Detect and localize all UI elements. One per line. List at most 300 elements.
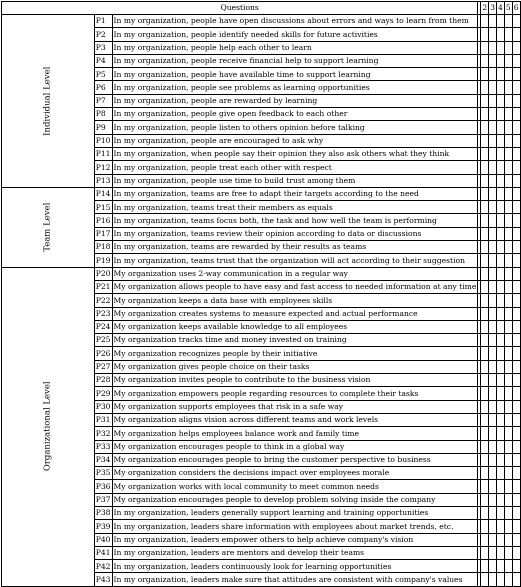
rating-cell[interactable]: [512, 241, 520, 254]
rating-cell[interactable]: [504, 147, 512, 160]
question-code: P38: [94, 506, 112, 519]
rating-cell[interactable]: [489, 374, 497, 387]
rating-cell[interactable]: [497, 121, 505, 134]
rating-cell[interactable]: [489, 520, 497, 533]
rating-cell[interactable]: [504, 28, 512, 41]
rating-cell[interactable]: [489, 254, 497, 267]
question-text: In my organization, leaders empower others to help achieve company's vision: [112, 533, 478, 546]
rating-cell[interactable]: [512, 347, 520, 360]
rating-cell[interactable]: [481, 400, 489, 413]
rating-cell[interactable]: [504, 374, 512, 387]
rating-cell[interactable]: [489, 28, 497, 41]
rating-cell[interactable]: [489, 280, 497, 293]
rating-cell[interactable]: [497, 161, 505, 174]
rating-cell[interactable]: [489, 214, 497, 227]
rating-cell[interactable]: [481, 320, 489, 333]
rating-cell[interactable]: [512, 280, 520, 293]
rating-cell[interactable]: [481, 334, 489, 347]
rating-cell[interactable]: [481, 280, 489, 293]
rating-cell[interactable]: [512, 15, 520, 28]
rating-cell[interactable]: [497, 41, 505, 54]
rating-cell[interactable]: [497, 533, 505, 546]
question-text: My organization keeps available knowledge to all employees: [112, 320, 478, 333]
question-text: In my organization, people identify needed skills for future activities: [112, 28, 478, 41]
rating-cell[interactable]: [489, 400, 497, 413]
question-code: P13: [94, 174, 112, 187]
rating-cell[interactable]: [481, 413, 489, 426]
rating-cell[interactable]: [512, 161, 520, 174]
question-code: P17: [94, 227, 112, 240]
rating-cell[interactable]: [504, 161, 512, 174]
rating-cell[interactable]: [504, 307, 512, 320]
rating-cell[interactable]: [504, 533, 512, 546]
rating-cell[interactable]: [497, 241, 505, 254]
rating-cell[interactable]: [481, 467, 489, 480]
question-code: P35: [94, 467, 112, 480]
rating-cell[interactable]: [481, 267, 489, 280]
question-code: P11: [94, 147, 112, 160]
rating-cell[interactable]: [497, 453, 505, 466]
rating-cell[interactable]: [497, 214, 505, 227]
question-text: In my organization, people see problems as learning opportunities: [112, 81, 478, 94]
rating-cell[interactable]: [497, 334, 505, 347]
level-label: [2, 267, 95, 586]
question-code: P9: [94, 121, 112, 134]
rating-cell[interactable]: [481, 241, 489, 254]
rating-cell[interactable]: [504, 81, 512, 94]
question-code: P36: [94, 480, 112, 493]
rating-cell[interactable]: [497, 520, 505, 533]
rating-cell[interactable]: [512, 320, 520, 333]
rating-cell[interactable]: [481, 560, 489, 573]
rating-cell[interactable]: [504, 520, 512, 533]
rating-cell[interactable]: [481, 41, 489, 54]
question-text: My organization tracks time and money invested on training: [112, 334, 478, 347]
rating-cell[interactable]: [497, 54, 505, 67]
question-text: In my organization, people have available time to support learning: [112, 68, 478, 81]
rating-cell[interactable]: [481, 493, 489, 506]
rating-cell[interactable]: [481, 294, 489, 307]
level-label-text: Team Level: [42, 202, 53, 252]
rating-cell[interactable]: [481, 533, 489, 546]
question-code: P40: [94, 533, 112, 546]
rating-cell[interactable]: [512, 480, 520, 493]
question-text: My organization encourages people to develop problem solving inside the company: [112, 493, 478, 506]
rating-cell[interactable]: [481, 81, 489, 94]
table-row: [2, 187, 521, 200]
question-text: In my organization, people give open feedback to each other: [112, 108, 478, 121]
rating-cell[interactable]: [489, 533, 497, 546]
question-text: My organization uses 2-way communication in a regular way: [112, 267, 478, 280]
rating-cell[interactable]: [504, 121, 512, 134]
rating-cell[interactable]: [497, 81, 505, 94]
rating-cell[interactable]: [512, 121, 520, 134]
rating-cell[interactable]: [481, 174, 489, 187]
question-code: P6: [94, 81, 112, 94]
question-code: P5: [94, 68, 112, 81]
rating-cell[interactable]: [504, 108, 512, 121]
rating-cell[interactable]: [497, 94, 505, 107]
rating-cell[interactable]: [481, 520, 489, 533]
rating-cell[interactable]: [481, 227, 489, 240]
question-code: P24: [94, 320, 112, 333]
rating-cell[interactable]: [497, 480, 505, 493]
rating-cell[interactable]: [481, 15, 489, 28]
rating-cell[interactable]: [489, 307, 497, 320]
question-text: My organization supports employees that risk in a safe way: [112, 400, 478, 413]
rating-cell[interactable]: [512, 68, 520, 81]
question-code: P37: [94, 493, 112, 506]
rating-cell[interactable]: [497, 134, 505, 147]
question-text: In my organization, people listen to others opinion before talking: [112, 121, 478, 134]
scale-header-4: 4: [497, 2, 505, 15]
rating-cell[interactable]: [489, 147, 497, 160]
question-text: In my organization, people treat each other with respect: [112, 161, 478, 174]
question-text: My organization encourages people to think in a global way: [112, 440, 478, 453]
rating-cell[interactable]: [497, 187, 505, 200]
rating-cell[interactable]: [512, 81, 520, 94]
rating-cell[interactable]: [504, 480, 512, 493]
rating-cell[interactable]: [497, 506, 505, 519]
rating-cell[interactable]: [504, 68, 512, 81]
rating-cell[interactable]: [512, 413, 520, 426]
question-text: In my organization, teams trust that the organization will act according to their suggestion: [112, 254, 478, 267]
rating-cell[interactable]: [512, 427, 520, 440]
level-label: [2, 187, 95, 267]
rating-cell[interactable]: [504, 573, 512, 586]
rating-cell[interactable]: [481, 214, 489, 227]
rating-cell[interactable]: [512, 533, 520, 546]
question-text: In my organization, leaders make sure that attitudes are consistent with company's values: [112, 573, 478, 586]
rating-cell[interactable]: [504, 546, 512, 559]
rating-cell[interactable]: [512, 201, 520, 214]
rating-cell[interactable]: [489, 121, 497, 134]
rating-cell[interactable]: [497, 374, 505, 387]
rating-cell[interactable]: [504, 187, 512, 200]
question-code: P3: [94, 41, 112, 54]
question-code: P7: [94, 94, 112, 107]
rating-cell[interactable]: [504, 453, 512, 466]
rating-cell[interactable]: [512, 374, 520, 387]
question-text: In my organization, teams focus both, the task and how well the team is performing: [112, 214, 478, 227]
question-text: My organization allows people to have easy and fast access to needed information at any time: [112, 280, 478, 293]
question-code: P31: [94, 413, 112, 426]
rating-cell[interactable]: [489, 187, 497, 200]
rating-cell[interactable]: [481, 147, 489, 160]
rating-cell[interactable]: [497, 254, 505, 267]
rating-cell[interactable]: [497, 28, 505, 41]
question-code: P12: [94, 161, 112, 174]
question-text: My organization creates systems to measure expected and actual performance: [112, 307, 478, 320]
rating-cell[interactable]: [512, 267, 520, 280]
rating-cell[interactable]: [512, 440, 520, 453]
rating-cell[interactable]: [497, 467, 505, 480]
rating-cell[interactable]: [497, 400, 505, 413]
question-text: My organization considers the decisions impact over employees morale: [112, 467, 478, 480]
rating-cell[interactable]: [512, 573, 520, 586]
rating-cell[interactable]: [489, 81, 497, 94]
question-code: P2: [94, 28, 112, 41]
rating-cell[interactable]: [504, 41, 512, 54]
table-row: [2, 15, 521, 28]
rating-cell[interactable]: [504, 387, 512, 400]
question-text: In my organization, leaders continuously look for learning opportunities: [112, 560, 478, 573]
rating-cell[interactable]: [481, 54, 489, 67]
rating-cell[interactable]: [504, 174, 512, 187]
question-code: P4: [94, 54, 112, 67]
rating-cell[interactable]: [489, 41, 497, 54]
rating-cell[interactable]: [512, 453, 520, 466]
rating-cell[interactable]: [481, 161, 489, 174]
rating-cell[interactable]: [481, 573, 489, 586]
question-code: P28: [94, 374, 112, 387]
rating-cell[interactable]: [504, 347, 512, 360]
question-text: My organization invites people to contribute to the business vision: [112, 374, 478, 387]
rating-cell[interactable]: [512, 28, 520, 41]
rating-cell[interactable]: [504, 400, 512, 413]
rating-cell[interactable]: [504, 467, 512, 480]
rating-cell[interactable]: [512, 214, 520, 227]
rating-cell[interactable]: [489, 467, 497, 480]
rating-cell[interactable]: [512, 360, 520, 373]
rating-cell[interactable]: [512, 187, 520, 200]
question-text: My organization recognizes people by their initiative: [112, 347, 478, 360]
rating-cell[interactable]: [481, 440, 489, 453]
question-text: In my organization, people have open discussions about errors and ways to learn from them: [112, 15, 478, 28]
rating-cell[interactable]: [497, 307, 505, 320]
rating-cell[interactable]: [489, 320, 497, 333]
question-code: P14: [94, 187, 112, 200]
rating-cell[interactable]: [504, 254, 512, 267]
question-text: In my organization, people are rewarded by learning: [112, 94, 478, 107]
rating-cell[interactable]: [481, 506, 489, 519]
rating-cell[interactable]: [497, 560, 505, 573]
rating-cell[interactable]: [512, 134, 520, 147]
rating-cell[interactable]: [497, 174, 505, 187]
rating-cell[interactable]: [497, 227, 505, 240]
rating-cell[interactable]: [497, 573, 505, 586]
question-text: My organization encourages people to bring the customer perspective to business: [112, 453, 478, 466]
rating-cell[interactable]: [489, 174, 497, 187]
scale-header-5: 5: [504, 2, 512, 15]
question-text: My organization keeps a data base with employees skills: [112, 294, 478, 307]
rating-cell[interactable]: [481, 254, 489, 267]
question-code: P21: [94, 280, 112, 293]
rating-cell[interactable]: [512, 94, 520, 107]
rating-cell[interactable]: [481, 453, 489, 466]
rating-cell[interactable]: [497, 280, 505, 293]
rating-cell[interactable]: [481, 360, 489, 373]
rating-cell[interactable]: [481, 387, 489, 400]
question-text: My organization empowers people regarding resources to complete their tasks: [112, 387, 478, 400]
question-code: P20: [94, 267, 112, 280]
rating-cell[interactable]: [512, 334, 520, 347]
rating-cell[interactable]: [481, 108, 489, 121]
rating-cell[interactable]: [489, 427, 497, 440]
rating-cell[interactable]: [504, 413, 512, 426]
rating-cell[interactable]: [497, 413, 505, 426]
rating-cell[interactable]: [512, 506, 520, 519]
rating-cell[interactable]: [512, 254, 520, 267]
rating-cell[interactable]: [512, 493, 520, 506]
rating-cell[interactable]: [489, 54, 497, 67]
rating-cell[interactable]: [497, 347, 505, 360]
rating-cell[interactable]: [504, 334, 512, 347]
rating-cell[interactable]: [512, 294, 520, 307]
rating-cell[interactable]: [489, 387, 497, 400]
rating-cell[interactable]: [489, 161, 497, 174]
question-code: P18: [94, 241, 112, 254]
rating-cell[interactable]: [489, 134, 497, 147]
scale-header-2: 2: [481, 2, 489, 15]
rating-cell[interactable]: [504, 94, 512, 107]
question-code: P41: [94, 546, 112, 559]
rating-cell[interactable]: [489, 15, 497, 28]
question-code: P1: [94, 15, 112, 28]
rating-cell[interactable]: [489, 440, 497, 453]
question-code: P43: [94, 573, 112, 586]
rating-cell[interactable]: [504, 506, 512, 519]
rating-cell[interactable]: [497, 320, 505, 333]
rating-cell[interactable]: [489, 68, 497, 81]
rating-cell[interactable]: [481, 546, 489, 559]
rating-cell[interactable]: [504, 493, 512, 506]
question-text: In my organization, people are encouraged to ask why: [112, 134, 478, 147]
rating-cell[interactable]: [497, 108, 505, 121]
rating-cell[interactable]: [481, 94, 489, 107]
rating-cell[interactable]: [497, 201, 505, 214]
rating-cell[interactable]: [512, 387, 520, 400]
rating-cell[interactable]: [497, 493, 505, 506]
rating-cell[interactable]: [512, 307, 520, 320]
rating-cell[interactable]: [504, 280, 512, 293]
rating-cell[interactable]: [512, 41, 520, 54]
question-code: P15: [94, 201, 112, 214]
rating-cell[interactable]: [504, 427, 512, 440]
rating-cell[interactable]: [512, 467, 520, 480]
rating-cell[interactable]: [489, 201, 497, 214]
rating-cell[interactable]: [512, 174, 520, 187]
rating-cell[interactable]: [489, 241, 497, 254]
rating-cell[interactable]: [481, 347, 489, 360]
rating-cell[interactable]: [504, 360, 512, 373]
rating-cell[interactable]: [489, 453, 497, 466]
rating-cell[interactable]: [481, 68, 489, 81]
rating-cell[interactable]: [504, 560, 512, 573]
rating-cell[interactable]: [481, 307, 489, 320]
questions-body: [2, 15, 521, 587]
rating-cell[interactable]: [504, 54, 512, 67]
rating-cell[interactable]: [497, 267, 505, 280]
rating-cell[interactable]: [504, 15, 512, 28]
rating-cell[interactable]: [504, 267, 512, 280]
rating-cell[interactable]: [481, 374, 489, 387]
rating-cell[interactable]: [504, 214, 512, 227]
rating-cell[interactable]: [489, 360, 497, 373]
rating-cell[interactable]: [489, 560, 497, 573]
rating-cell[interactable]: [504, 201, 512, 214]
rating-cell[interactable]: [497, 147, 505, 160]
rating-cell[interactable]: [497, 546, 505, 559]
question-code: P25: [94, 334, 112, 347]
question-text: In my organization, leaders generally support learning and training opportunities: [112, 506, 478, 519]
question-text: In my organization, people receive financial help to support learning: [112, 54, 478, 67]
rating-cell[interactable]: [512, 520, 520, 533]
rating-cell[interactable]: [489, 227, 497, 240]
rating-cell[interactable]: [497, 360, 505, 373]
question-text: In my organization, leaders share information with employees about market trends, etc.: [112, 520, 478, 533]
scale-header-3: 3: [489, 2, 497, 15]
rating-cell[interactable]: [504, 241, 512, 254]
question-code: P34: [94, 453, 112, 466]
level-label-text: Organizational Level: [42, 381, 53, 472]
rating-cell[interactable]: [489, 94, 497, 107]
rating-cell[interactable]: [489, 108, 497, 121]
rating-cell[interactable]: [481, 187, 489, 200]
rating-cell[interactable]: [489, 506, 497, 519]
questions-header: Questions: [2, 2, 478, 15]
question-text: In my organization, people use time to build trust among them: [112, 174, 478, 187]
question-text: My organization helps employees balance work and family time: [112, 427, 478, 440]
rating-cell[interactable]: [481, 28, 489, 41]
level-label-text: Individual Level: [42, 66, 53, 136]
rating-cell[interactable]: [489, 334, 497, 347]
rating-cell[interactable]: [512, 560, 520, 573]
rating-cell[interactable]: [504, 134, 512, 147]
rating-cell[interactable]: [512, 108, 520, 121]
rating-cell[interactable]: [489, 546, 497, 559]
rating-cell[interactable]: [481, 201, 489, 214]
rating-cell[interactable]: [489, 493, 497, 506]
rating-cell[interactable]: [497, 387, 505, 400]
table-row: [2, 267, 521, 280]
rating-cell[interactable]: [497, 15, 505, 28]
rating-cell[interactable]: [512, 54, 520, 67]
rating-cell[interactable]: [497, 294, 505, 307]
rating-cell[interactable]: [504, 227, 512, 240]
question-text: In my organization, teams treat their members as equals: [112, 201, 478, 214]
question-code: P8: [94, 108, 112, 121]
rating-cell[interactable]: [481, 121, 489, 134]
rating-cell[interactable]: [489, 294, 497, 307]
rating-cell[interactable]: [497, 427, 505, 440]
question-code: P10: [94, 134, 112, 147]
questionnaire-table: [1, 1, 521, 587]
rating-cell[interactable]: [481, 480, 489, 493]
rating-cell[interactable]: [504, 440, 512, 453]
rating-cell[interactable]: [489, 347, 497, 360]
rating-cell[interactable]: [489, 573, 497, 586]
rating-cell[interactable]: [512, 546, 520, 559]
rating-cell[interactable]: [504, 320, 512, 333]
question-code: P26: [94, 347, 112, 360]
rating-cell[interactable]: [512, 400, 520, 413]
rating-cell[interactable]: [489, 413, 497, 426]
question-text: In my organization, teams review their opinion according to data or discussions: [112, 227, 478, 240]
rating-cell[interactable]: [497, 440, 505, 453]
rating-cell[interactable]: [481, 134, 489, 147]
rating-cell[interactable]: [489, 480, 497, 493]
rating-cell[interactable]: [512, 147, 520, 160]
question-code: P23: [94, 307, 112, 320]
question-code: P42: [94, 560, 112, 573]
rating-cell[interactable]: [504, 294, 512, 307]
question-code: P32: [94, 427, 112, 440]
rating-cell[interactable]: [489, 267, 497, 280]
rating-cell[interactable]: [481, 427, 489, 440]
rating-cell[interactable]: [497, 68, 505, 81]
rating-cell[interactable]: [512, 227, 520, 240]
